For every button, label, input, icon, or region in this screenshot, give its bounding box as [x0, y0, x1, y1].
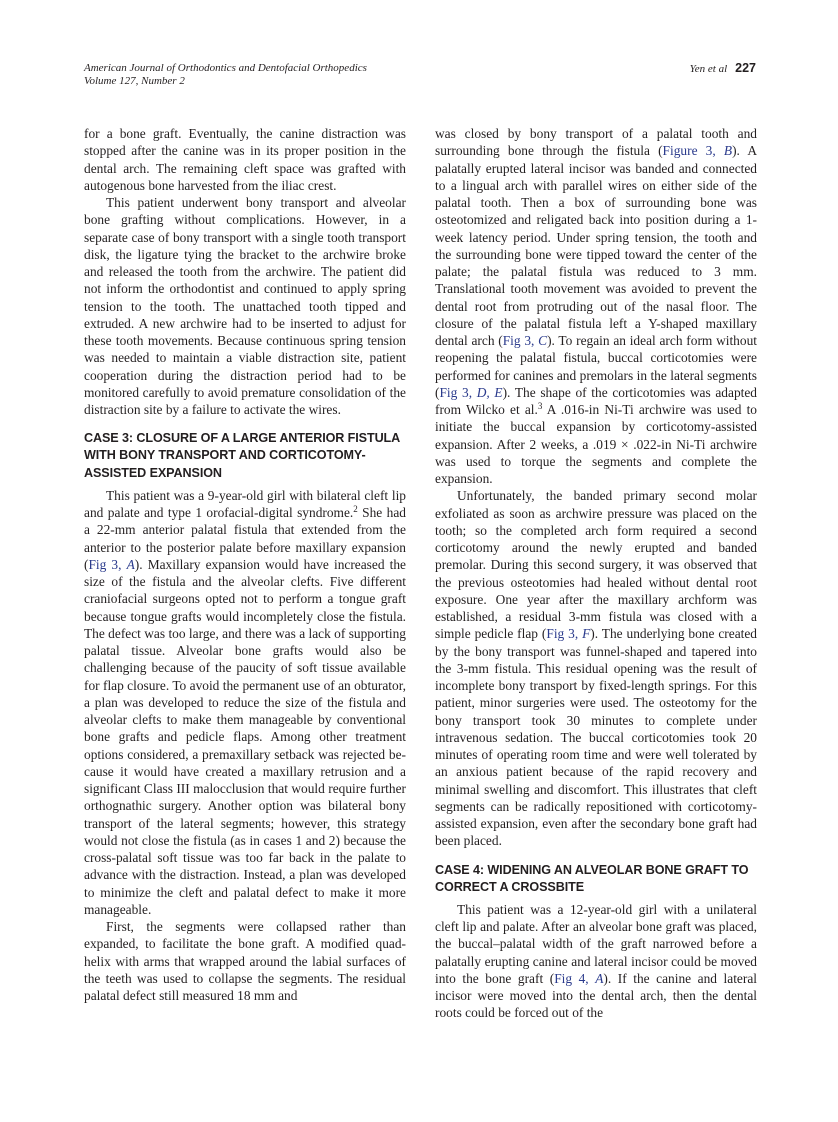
- paragraph: This patient was a 9-year-old girl with bilateral cleft lip and palate and type 1 orofacial-digital syndrome.$^2$ She had a 22-mm anterior palatal fistula that extended from the anterior to the posterior palate before maxillary expansion (Fig 3, A). Maxillary expansion would have increased the size of the fistula and the alveolar clefts. Five different craniofacial surgeons opted not to perform a tongue graft because tongue grafts would incompletely close the fistula. The defect was too large, and there was a lack of supporting palatal tissue. Alveolar bone grafts would also be challenging because of the paucity of soft tissue available for flap closure. To avoid the permanent use of an obturator, a plan was developed to reduce the size of the fistula and alveolar clefts to make them manageable by conventional bone grafts and pedicle flaps. Among other treatment options considered, a premaxillary setback was rejected because it would have created a maxillary retrusion and a significant Class III malocclusion that would require further orthognathic surgery. Another option was bilateral bony transport of the lateral segments; however, this strategy would not close the fistula (as in cases 1 and 2) because the cross-palatal soft tissue was too far back in the palate to advance with the distraction. Instead, a plan was developed to minimize the cleft and palatal defect to make it more manageable.: [84, 487, 406, 917]
- section-heading-case4: CASE 4: WIDENING AN ALVEOLAR BONE GRAFT TO CORRECT A CROSSBITE: [435, 862, 749, 894]
- figure-link[interactable]: Fig 3, F: [546, 626, 591, 642]
- paragraph: First, the segments were collapsed rather than expanded, to facilitate the bone graft. A modified quad-helix with arms that wrapped around the labial surfaces of the teeth was used to collapse the segments. The residual palatal defect still measured 18 mm and: [84, 919, 406, 1004]
- page-number: 227: [735, 61, 756, 75]
- paragraph: Unfortunately, the banded primary second molar exfoliated as soon as archwire pressure was placed on the tooth; so the completed arch form required a second corticotomy around the newly erupted and banded premolar. During this second surgery, it was observed that the previous osteotomies had healed without dental root exposure. One year after the maxillary archform was established, a residual 3-mm fistula was closed with a simple pedicle flap (Fig 3, F). The underlying bone created by the bony transport was funnel-shaped and tapered into the 3-mm fistula. This residual opening was the result of incomplete bony transport by fixed-length springs. For this patient, minor surgeries were used. The osteotomy for the bony transport took 30 minutes to complete under intravenous sedation. The buccal corticotomies took 20 minutes of operating room time and were well tolerated by an anxious patient because of the rapid recovery and minimal swelling and discomfort. This illustrates that cleft segments can be radically repositioned with corticotomy-assisted expansion, even after the secondary bone graft had been placed.: [435, 488, 757, 849]
- authors: Yen et al: [689, 63, 728, 75]
- right-column: [435, 125, 757, 1022]
- journal-title: American Journal of Orthodontics and Dentofacial Orthopedics: [84, 62, 367, 74]
- paragraph: was closed by bony transport of a palatal tooth and surrounding bone through the fistula (Figure 3, B). A palatally erupted lateral incisor was banded and connected to a lingual arch with parallel wires on either side of the palatal tooth. Then a box of surrounding bone was osteotomized and religated back into position during a 1-week latency period. Under spring tension, the tooth and the surrounding bone were tipped toward the center of the palate; the palatal fistula was reduced to 3 mm. Translational tooth movement was avoided to prevent the dental root from protruding out of the nasal floor. The closure of the palatal fistula left a Y-shaped maxillary dental arch (Fig 3, C). To regain an ideal arch form without reopening the palatal fistula, buccal corticotomies were performed for canines and premolars in the lateral segments (Fig 3, D, E). The shape of the corticotomies was adapted from Wilcko et al.$^3$ A .016-in Ni-Ti archwire was used to initiate the buccal expansion by corticotomy-assisted expansion. After 2 weeks, a .019 × .022-in Ni-Ti archwire was used to torque the segments and complete the expansion.: [435, 126, 757, 486]
- journal-info: [84, 62, 367, 88]
- paragraph: for a bone graft. Eventually, the canine distraction was stopped after the canine was in its proper position in the dental arch. The remaining cleft space was grafted with autogenous bone harvested from the iliac crest.: [84, 126, 406, 193]
- journal-volume: Volume 127, Number 2: [84, 75, 185, 87]
- paragraph: This patient was a 12-year-old girl with a unilateral cleft lip and palate. After an alveolar bone graft was placed, the buccal–palatal width of the graft narrowed before a palatally erupting canine and lateral incisor could be moved into the bone graft (Fig 4, A). If the canine and lateral incisor were moved into the dental arch, then the dental roots could be forced out of the: [435, 901, 757, 1021]
- figure-link[interactable]: Fig 3, D, E: [439, 384, 503, 400]
- left-column: [84, 125, 406, 1004]
- citation-ref[interactable]: 2: [353, 504, 358, 515]
- section-heading-case3: CASE 3: CLOSURE OF A LARGE ANTERIOR FISTULA WITH BONY TRANSPORT AND CORTICOTOMY-ASSISTED EXPANSION: [84, 431, 400, 480]
- figure-link[interactable]: Figure 3, B: [662, 143, 733, 159]
- figure-link[interactable]: Fig 3, A: [88, 556, 135, 572]
- figure-link[interactable]: Fig 4, A: [554, 970, 604, 986]
- figure-link[interactable]: Fig 3, C: [502, 333, 548, 348]
- citation-ref[interactable]: 3: [537, 401, 543, 411]
- paragraph: This patient underwent bony transport and alveolar bone grafting without complications. However, in a separate case of bony transport with a single tooth transport disk, the ligature tying the bracket to the archwire broke and released the tooth from the archwire. The patient did not inform the orthodontist and continued to apply spring tension to the tooth. The unattached tooth tipped and extruded. A new archwire had to be inserted to adjust for these tooth movements. Because continuous spring tension was needed to maintain a viable distraction site, patient cooperation during the distraction period had to be monitored carefully to avoid premature consolidation of the distraction site by a failure to activate the wires.: [84, 195, 406, 417]
- page-info: [690, 62, 756, 76]
